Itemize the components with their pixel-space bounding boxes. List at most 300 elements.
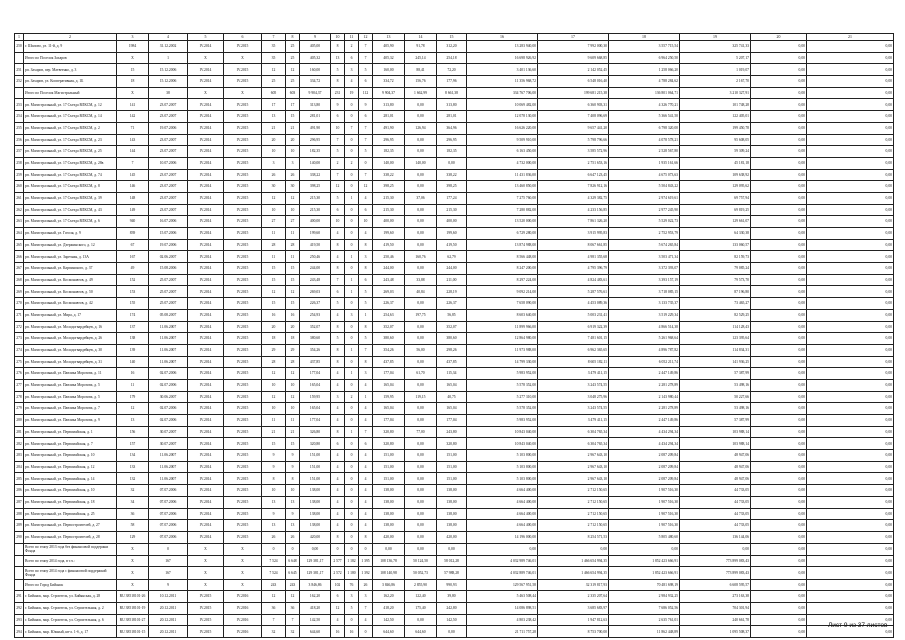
- address-cell: рп. Магистральный, ул. 17 Съезда ВЛКСМ, д. 2: [24, 122, 117, 134]
- table-row: [15, 146, 894, 158]
- table-cell: 0,00: [807, 251, 894, 263]
- table-cell: 177,04: [437, 415, 467, 427]
- table-cell: 334,72: [373, 76, 405, 88]
- table-cell: 45 181,18: [680, 157, 751, 169]
- table-cell: 7 992 000,30: [538, 41, 609, 53]
- table-cell: IV.2014: [188, 216, 224, 228]
- table-cell: 4: [331, 309, 345, 321]
- address-cell: рп. Магистральный, ул. Первомайская, д. 18: [24, 496, 117, 508]
- table-cell: IV.2015: [224, 239, 262, 251]
- table-cell: 0,00: [405, 450, 437, 462]
- table-cell: IV.2014: [188, 531, 224, 543]
- table-cell: 260: [15, 181, 24, 193]
- table-cell: 398,25: [300, 181, 331, 193]
- summary-row: [15, 555, 894, 567]
- table-cell: 3: [262, 157, 286, 169]
- table-cell: 7: [359, 344, 373, 356]
- table-cell: 4: [331, 496, 345, 508]
- table-cell: 3 585 572,96: [538, 146, 609, 158]
- table-cell: 1 662,99: [405, 87, 437, 99]
- table-cell: 244,00: [373, 263, 405, 275]
- table-cell: 3 210 327,91: [680, 87, 751, 99]
- address-cell: рп. Магистральный, ул. 17 Съезда ВЛКСМ, д. 23: [24, 134, 117, 146]
- table-cell: 0,00: [751, 626, 807, 638]
- table-cell: 48 947,06: [680, 473, 751, 485]
- table-cell: 12: [286, 368, 300, 380]
- table-row: [15, 485, 894, 497]
- table-cell: 5: [331, 192, 345, 204]
- table-cell: 325 741,33: [680, 41, 751, 53]
- table-cell: 137: [117, 321, 149, 333]
- table-cell: 29: [262, 344, 286, 356]
- table-cell: 16: [117, 368, 149, 380]
- table-cell: 12: [262, 368, 286, 380]
- table-cell: X: [224, 567, 262, 579]
- table-cell: 30.06.2007: [149, 391, 188, 403]
- table-cell: 1: [345, 286, 359, 298]
- table-cell: IV.2015: [224, 473, 262, 485]
- table-cell: 0: [345, 531, 359, 543]
- table-cell: 4: [359, 496, 373, 508]
- table-cell: IV.2014: [188, 146, 224, 158]
- table-cell: 8: [286, 473, 300, 485]
- table-cell: 0,00: [405, 520, 437, 532]
- table-cell: IV.2015: [224, 485, 262, 497]
- table-cell: 3 133 735,37: [609, 298, 680, 310]
- table-cell: 0: [345, 461, 359, 473]
- table-cell: 6 962 365,65: [538, 344, 609, 356]
- table-cell: 14 086 898,51: [467, 603, 538, 615]
- table-cell: 4 664 400,00: [467, 485, 538, 497]
- table-cell: IV.2015: [224, 204, 262, 216]
- table-cell: 07.07.2006: [149, 485, 188, 497]
- table-cell: 0,00: [807, 298, 894, 310]
- table-cell: 0,00: [405, 99, 437, 111]
- table-cell: 352,07: [300, 321, 331, 333]
- table-cell: X: [117, 543, 149, 555]
- table-cell: 2: [345, 391, 359, 403]
- table-cell: 285: [15, 473, 24, 485]
- table-cell: 167: [117, 251, 149, 263]
- table-cell: 400,00: [437, 216, 467, 228]
- table-cell: 9: [286, 461, 300, 473]
- table-cell: 240 661,78: [680, 614, 751, 626]
- table-cell: 437,85: [437, 356, 467, 368]
- table-cell: 18: [117, 76, 149, 88]
- column-number-row: [15, 34, 894, 41]
- table-cell: 11 431 836,00: [467, 169, 538, 181]
- table-cell: 138,00: [373, 496, 405, 508]
- table-cell: 114 128,43: [680, 321, 751, 333]
- address-cell: рп. Магистральный, ул. Павлика Морозова, д. 5: [24, 379, 117, 391]
- table-cell: 2 142 052,45: [538, 64, 609, 76]
- table-cell: 7: [345, 122, 359, 134]
- table-cell: 5 287 576,61: [538, 286, 609, 298]
- table-cell: 7: [331, 169, 345, 181]
- column-number: 11: [345, 34, 359, 41]
- table-cell: 9: [262, 461, 286, 473]
- table-cell: 0,00: [751, 485, 807, 497]
- table-cell: IV.2016: [224, 603, 262, 615]
- table-cell: 398,25: [437, 181, 467, 193]
- table-cell: 13 520 000,00: [467, 216, 538, 228]
- table-cell: 32: [117, 485, 149, 497]
- table-cell: 2 752 953,79: [609, 228, 680, 240]
- table-cell: 6: [359, 76, 373, 88]
- table-cell: 8: [331, 41, 345, 53]
- table-cell: 4 866 514,38: [609, 321, 680, 333]
- table-cell: 7: [331, 274, 345, 286]
- table-cell: 25: [262, 76, 286, 88]
- table-cell: 0: [359, 543, 373, 555]
- table-cell: IV.2015: [224, 134, 262, 146]
- table-cell: X: [188, 567, 224, 579]
- table-cell: 294: [15, 626, 24, 638]
- table-cell: 02.06.2007: [149, 251, 188, 263]
- table-cell: 4 032 889 746,01: [467, 567, 538, 579]
- table-cell: 1 852 423 666,91: [609, 555, 680, 567]
- table-cell: 02.07.2006: [149, 368, 188, 380]
- table-cell: 2 087 209,84: [609, 450, 680, 462]
- table-cell: 5: [359, 333, 373, 345]
- table-cell: 839: [117, 228, 149, 240]
- table-cell: 136 144,06: [680, 531, 751, 543]
- table-cell: IV.2015: [224, 531, 262, 543]
- table-cell: 1 852 423 666,91: [609, 567, 680, 579]
- column-number: 4: [149, 34, 188, 41]
- table-cell: 0,00: [751, 356, 807, 368]
- address-cell: рп. Магистральный, ул. Первомайская, д. 14: [24, 473, 117, 485]
- table-cell: 0: [359, 157, 373, 169]
- table-cell: 165,04: [437, 403, 467, 415]
- table-cell: 25.07.2007: [149, 298, 188, 310]
- table-cell: IV.2014: [188, 321, 224, 333]
- table-cell: 79 085,24: [680, 263, 751, 275]
- table-cell: 136 801 064,71: [609, 87, 680, 99]
- table-cell: 1 258 066,20: [609, 64, 680, 76]
- table-cell: 0,00: [807, 496, 894, 508]
- table-cell: 354,26: [300, 344, 331, 356]
- table-cell: 23.07.2007: [149, 111, 188, 123]
- table-cell: 13: [262, 520, 286, 532]
- table-cell: 0: [345, 485, 359, 497]
- table-cell: 21 711 757,28: [467, 626, 538, 638]
- table-cell: 400,00: [373, 216, 405, 228]
- table-cell: 5 366 541,50: [609, 111, 680, 123]
- table-cell: 26: [262, 531, 286, 543]
- table-cell: 67: [117, 239, 149, 251]
- table-cell: 1 180: [345, 567, 359, 579]
- table-cell: 254,18: [437, 52, 467, 64]
- table-row: [15, 391, 894, 403]
- table-cell: 30: [286, 181, 300, 193]
- table-cell: 0,00: [405, 111, 437, 123]
- table-cell: 0,00: [751, 555, 807, 567]
- table-cell: 0,00: [373, 543, 405, 555]
- table-cell: X: [224, 543, 262, 555]
- table-cell: 4: [331, 485, 345, 497]
- table-cell: 32: [286, 626, 300, 638]
- table-cell: 4: [359, 379, 373, 391]
- table-cell: 215,30: [300, 192, 331, 204]
- table-cell: 0: [345, 134, 359, 146]
- column-number: 2: [24, 34, 117, 41]
- table-cell: 5 805 480,60: [609, 531, 680, 543]
- table-cell: 119,15: [405, 391, 437, 403]
- table-row: [15, 122, 894, 134]
- table-cell: 16: [331, 626, 345, 638]
- table-cell: 262: [15, 204, 24, 216]
- table-cell: 2 143 980,44: [609, 391, 680, 403]
- table-cell: IV.2015: [224, 344, 262, 356]
- table-cell: 155: [117, 298, 149, 310]
- table-cell: 326,80: [300, 426, 331, 438]
- table-cell: 269: [15, 286, 24, 298]
- sheet-footer: Лист 9 из 37 листов: [828, 622, 888, 629]
- table-cell: 4: [345, 76, 359, 88]
- table-cell: 162,20: [373, 591, 405, 603]
- table-cell: IV.2014: [188, 450, 224, 462]
- table-cell: 29: [286, 344, 300, 356]
- table-cell: 11: [262, 228, 286, 240]
- table-cell: IV.2014: [188, 251, 224, 263]
- table-cell: 48 947,06: [680, 450, 751, 462]
- table-cell: 8: [359, 321, 373, 333]
- table-cell: IV.2014: [188, 111, 224, 123]
- address-cell: рп. Магистральный, ул. Карпинского, д. 37: [24, 263, 117, 275]
- table-cell: 140,00: [405, 157, 437, 169]
- table-cell: 0,00: [751, 87, 807, 99]
- address-cell: рп. Магистральный, ул. Павлика Морозова, д. 11: [24, 368, 117, 380]
- table-cell: 320,80: [437, 438, 467, 450]
- table-cell: IV.2015: [224, 461, 262, 473]
- table-cell: 8: [331, 321, 345, 333]
- table-cell: 160,76: [405, 251, 437, 263]
- table-cell: 15.12.2006: [149, 76, 188, 88]
- table-cell: 177,04: [373, 368, 405, 380]
- address-cell: Итого по Поселок Магистральный: [24, 87, 117, 99]
- table-cell: 0,00: [405, 438, 437, 450]
- table-cell: 7 280 882,00: [467, 204, 538, 216]
- table-cell: 151,00: [373, 461, 405, 473]
- table-cell: 4: [359, 228, 373, 240]
- table-cell: RU 38518101-26: [117, 591, 149, 603]
- table-cell: 0,00: [405, 333, 437, 345]
- table-cell: 644,60: [373, 626, 405, 638]
- table-cell: 12: [117, 403, 149, 415]
- table-cell: 4 664 400,00: [467, 496, 538, 508]
- table-cell: IV.2015: [224, 274, 262, 286]
- table-cell: IV.2014: [188, 134, 224, 146]
- table-cell: 11: [117, 379, 149, 391]
- table-cell: IV.2014: [188, 415, 224, 427]
- table-cell: 0: [345, 239, 359, 251]
- table-cell: 0,00: [751, 579, 807, 591]
- table-cell: 4 981 355,68: [538, 251, 609, 263]
- table-cell: 0,00: [751, 368, 807, 380]
- table-cell: 8: [331, 344, 345, 356]
- table-cell: 19: [345, 87, 359, 99]
- table-cell: 11 356 968,72: [467, 76, 538, 88]
- table-cell: 6 360 903,31: [538, 99, 609, 111]
- table-cell: 15: [286, 274, 300, 286]
- table-cell: 0,00: [751, 52, 807, 64]
- table-row: [15, 438, 894, 450]
- table-cell: 0,00: [405, 146, 437, 158]
- table-cell: 25.07.2007: [149, 274, 188, 286]
- table-cell: 0,00: [807, 309, 894, 321]
- table-cell: 23.07.2007: [149, 99, 188, 111]
- table-cell: IV.2014: [188, 99, 224, 111]
- table-cell: 0: [345, 216, 359, 228]
- table-cell: 1 907 516,30: [609, 520, 680, 532]
- table-cell: 4 326 770,21: [609, 99, 680, 111]
- address-cell: рп. Магистральный, ул. 17 Съезда ВЛКСМ, д. 43: [24, 204, 117, 216]
- table-cell: IV.2014: [188, 157, 224, 169]
- table-cell: 11: [286, 228, 300, 240]
- table-cell: 5: [331, 64, 345, 76]
- table-cell: 211,00: [437, 274, 467, 286]
- table-cell: 0,00: [751, 146, 807, 158]
- table-cell: 334 767 706,00: [467, 87, 538, 99]
- table-cell: 0,00: [807, 274, 894, 286]
- address-cell: рп. Магистральный, ул. Павлика Морозова, д. 9: [24, 415, 117, 427]
- table-cell: 0,00: [405, 614, 437, 626]
- table-cell: 6: [345, 52, 359, 64]
- table-cell: 0,00: [807, 450, 894, 462]
- address-cell: Всего по этапу 2014 года, в т.ч.:: [24, 555, 117, 567]
- table-cell: 28: [262, 239, 286, 251]
- table-cell: 2 335 207,64: [538, 591, 609, 603]
- table-cell: 0,00: [807, 426, 894, 438]
- table-cell: 283: [15, 450, 24, 462]
- table-cell: 50 227,66: [680, 391, 751, 403]
- table-cell: 8 254 571,53: [538, 531, 609, 543]
- table-row: [15, 99, 894, 111]
- table-cell: 0,00: [405, 543, 437, 555]
- table-cell: 182,35: [437, 146, 467, 158]
- table-cell: 0,00: [751, 286, 807, 298]
- table-cell: 4: [359, 415, 373, 427]
- table-row: [15, 368, 894, 380]
- table-cell: 0,00: [405, 531, 437, 543]
- table-cell: 10: [331, 216, 345, 228]
- table-cell: 177,24: [437, 192, 467, 204]
- table-cell: 7 481 601,15: [538, 333, 609, 345]
- table-cell: 0,00: [609, 543, 680, 555]
- table-cell: 8: [359, 239, 373, 251]
- table-cell: 16: [345, 626, 359, 638]
- table-cell: 251: [15, 64, 24, 76]
- table-cell: 298,26: [437, 344, 467, 356]
- table-cell: IV.2015: [188, 626, 224, 638]
- table-cell: 338,22: [300, 169, 331, 181]
- table-cell: 0,00: [405, 134, 437, 146]
- table-cell: IV.2014: [188, 286, 224, 298]
- table-cell: 2 984 932,25: [609, 591, 680, 603]
- table-cell: IV.2016: [224, 591, 262, 603]
- table-cell: 0,00: [807, 321, 894, 333]
- table-cell: 5 674 265,84: [609, 239, 680, 251]
- table-cell: 0: [149, 543, 188, 555]
- table-cell: 6: [359, 274, 373, 286]
- table-cell: 296,95: [300, 134, 331, 146]
- table-cell: 141: [117, 99, 149, 111]
- table-cell: 2: [331, 157, 345, 169]
- table-cell: 0,00: [405, 379, 437, 391]
- table-cell: X: [188, 543, 224, 555]
- table-cell: 296,95: [437, 134, 467, 146]
- table-row: [15, 520, 894, 532]
- table-cell: 3: [345, 64, 359, 76]
- table-cell: 3 479 411,15: [538, 415, 609, 427]
- table-cell: 243,48: [300, 274, 331, 286]
- table-cell: 0: [345, 614, 359, 626]
- table-cell: 10: [262, 403, 286, 415]
- table-cell: 12: [286, 286, 300, 298]
- table-cell: 132: [117, 473, 149, 485]
- table-cell: 15: [262, 438, 286, 450]
- table-cell: 0,00: [405, 204, 437, 216]
- table-cell: 112: [359, 87, 373, 99]
- table-cell: 151,00: [300, 450, 331, 462]
- table-cell: 0,00: [807, 543, 894, 555]
- table-cell: 2 967 643,10: [538, 461, 609, 473]
- table-cell: 0,00: [807, 368, 894, 380]
- address-cell: рп. Магистральный, ул. Дзержинского, д. 12: [24, 239, 117, 251]
- table-cell: 0,00: [807, 169, 894, 181]
- table-cell: 7 861 326,20: [538, 216, 609, 228]
- table-cell: 109 638,92: [680, 169, 751, 181]
- table-cell: 10: [359, 216, 373, 228]
- table-cell: IV.2015: [224, 333, 262, 345]
- table-row: [15, 344, 894, 356]
- table-cell: 151,00: [437, 461, 467, 473]
- table-cell: 279: [15, 403, 24, 415]
- table-cell: 59 309,24: [680, 146, 751, 158]
- table-cell: 53 498,16: [680, 379, 751, 391]
- table-cell: 271: [15, 309, 24, 321]
- table-cell: 272: [15, 321, 24, 333]
- table-cell: 12: [331, 181, 345, 193]
- table-cell: 263: [15, 216, 24, 228]
- table-cell: 398,25: [373, 181, 405, 193]
- address-cell: рп. Магистральный, ул. Молодогвардейцев, д. 30: [24, 344, 117, 356]
- table-cell: 177,04: [300, 415, 331, 427]
- table-cell: 13: [286, 496, 300, 508]
- table-cell: 1: [345, 251, 359, 263]
- table-cell: 0,00: [680, 543, 751, 555]
- table-cell: 6 304 765,34: [538, 438, 609, 450]
- table-cell: 0,00: [405, 321, 437, 333]
- table-cell: 0,00: [751, 333, 807, 345]
- table-cell: 167: [149, 567, 188, 579]
- table-cell: 18: [286, 333, 300, 345]
- table-cell: 287: [15, 496, 24, 508]
- table-cell: 165,04: [373, 379, 405, 391]
- table-cell: 58 012,28: [437, 555, 467, 567]
- table-cell: 140: [117, 356, 149, 368]
- table-cell: 228,19: [437, 286, 467, 298]
- table-cell: 13 283 940,00: [467, 41, 538, 53]
- address-cell: г. Шилово, ул. 11-й, д. 9: [24, 41, 117, 53]
- table-cell: 199,60: [300, 228, 331, 240]
- table-cell: 0,00: [807, 204, 894, 216]
- table-cell: 0,00: [807, 122, 894, 134]
- table-cell: 197,75: [405, 309, 437, 321]
- table-cell: 296,95: [373, 134, 405, 146]
- table-cell: 11 862 448,89: [609, 626, 680, 638]
